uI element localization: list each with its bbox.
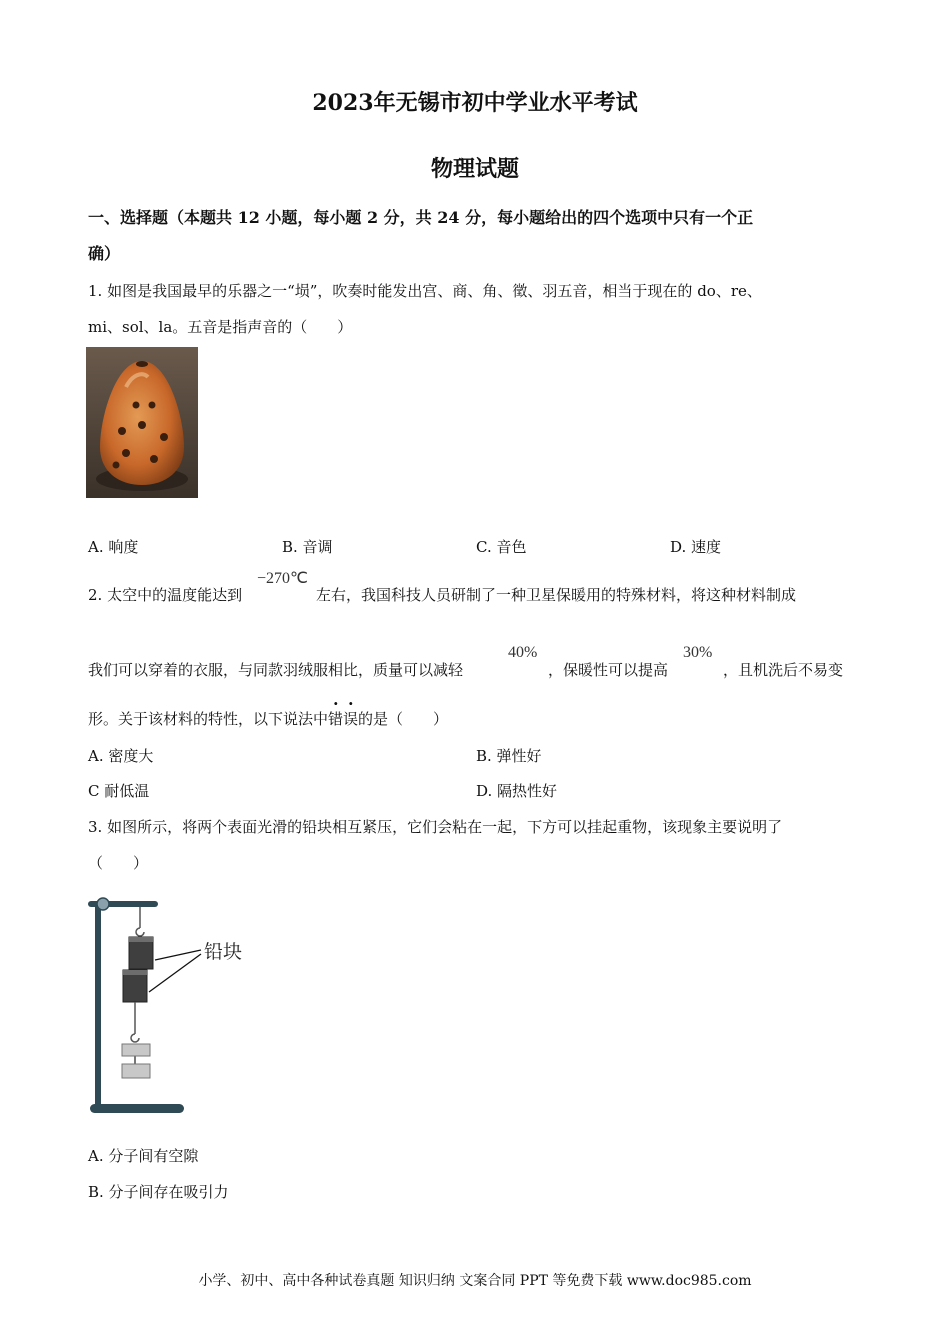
q2-stem-line2-mid: ，保暖性可以提高 xyxy=(548,661,669,679)
q2-option-d: D. 隔热性好 xyxy=(476,782,558,800)
q2-stem-line2-start: 我们可以穿着的衣服，与同款羽绒服相比，质量可以减轻 xyxy=(88,661,464,679)
q1-stem-line1: 1. 如图是我国最早的乐器之一“埙”，吹奏时能发出宫、商、角、徵、羽五音，相当于现在的 do、re、 xyxy=(88,282,762,300)
q2-emphasis-char-2: 误 xyxy=(343,710,359,728)
q2-stem-line2-end: ，且机洗后不易变 xyxy=(723,661,844,679)
q1-stem-line2: mi、sol、la。五音是指声音的（ ） xyxy=(88,318,353,336)
clamp xyxy=(97,898,109,910)
stand-base xyxy=(90,1104,184,1113)
q2-stem-line3-end: 的是（ ） xyxy=(358,710,449,728)
weight-lower xyxy=(122,1064,150,1078)
q2-warmth-increase-value: 30% xyxy=(683,644,713,661)
section-heading-line2: 确） xyxy=(88,244,121,263)
q2-stem-line1-start: 2. 太空中的温度能达到 xyxy=(88,586,243,604)
stand-rod xyxy=(95,902,101,1106)
q2-option-b: B. 弹性好 xyxy=(476,747,542,765)
page-footer: 小学、初中、高中各种试卷真题 知识归纳 文案合同 PPT 等免费下载 www.doc985.com xyxy=(198,1273,752,1289)
exam-title: 2023年无锡市初中学业水平考试 xyxy=(312,90,638,116)
q2-mass-reduction-value: 40% xyxy=(508,644,538,661)
q1-option-b: B. 音调 xyxy=(282,538,333,556)
q3-option-a: A. 分子间有空隙 xyxy=(88,1147,199,1165)
q2-stem-line1-end: 左右，我国科技人员研制了一种卫星保暖用的特殊材料，将这种材料制成 xyxy=(316,586,797,604)
q2-emphasis-char-1: 错 xyxy=(328,710,344,728)
section-heading-line1: 一、选择题（本题共 12 小题，每小题 2 分，共 24 分，每小题给出的四个选项中只有一个正 xyxy=(88,208,754,227)
q1-option-d: D. 速度 xyxy=(670,538,722,556)
q3-option-b: B. 分子间存在吸引力 xyxy=(88,1183,229,1201)
q2-stem-line3-start: 形。关于该材料的特性，以下说法中 xyxy=(88,710,329,728)
xun-instrument-image xyxy=(86,347,198,498)
lead-blocks-figure xyxy=(86,884,256,1120)
q2-temperature-value: −270℃ xyxy=(257,570,308,587)
weight-upper xyxy=(122,1044,150,1056)
lead-block-label: 铅块 xyxy=(204,941,243,963)
paper-subtitle: 物理试题 xyxy=(430,156,519,182)
q2-option-c: C 耐低温 xyxy=(88,782,150,800)
q2-option-a: A. 密度大 xyxy=(88,747,154,765)
q2-stem-line3 xyxy=(88,708,448,729)
q1-option-c: C. 音色 xyxy=(476,538,527,556)
q3-stem-line1: 3. 如图所示，将两个表面光滑的铅块相互紧压，它们会粘在一起，下方可以挂起重物，该现象主要说明了 xyxy=(88,818,783,836)
q1-option-a: A. 响度 xyxy=(88,538,139,556)
q3-stem-line2: （ ） xyxy=(88,854,149,872)
